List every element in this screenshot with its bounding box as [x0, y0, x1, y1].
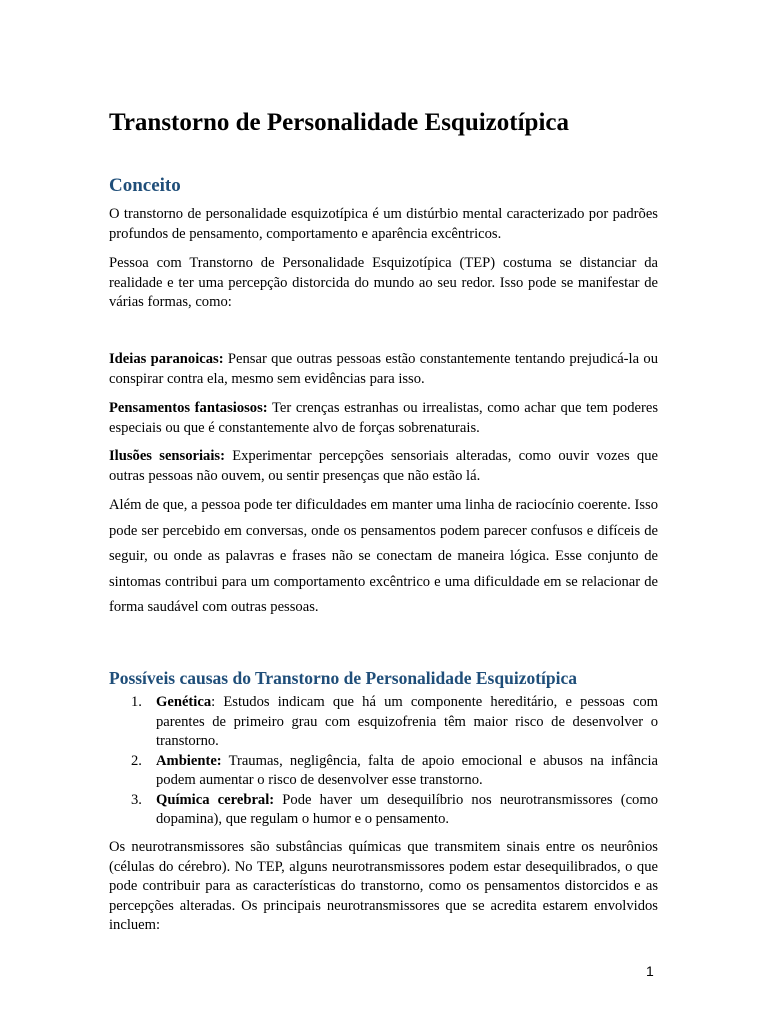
- concept-paragraph-reasoning: Além de que, a pessoa pode ter dificuldades em manter uma linha de raciocínio coerente. Isso pode ser percebido em conversas, onde os pensamentos podem parecer confusos e difíceis de seguir, ou onde as palavras e frases não se conectam de maneira lógica. Esse conjunto de sintomas contribui para um comportamento excêntrico e uma dificuldade em se relacionar de forma saudável com outras pessoas.: [109, 497, 658, 615]
- page-number: 1: [646, 963, 654, 979]
- form-item-sensory-illusions: [109, 447, 658, 486]
- cause-term: Genética: [156, 694, 212, 710]
- section-heading-causes: Possíveis causas do Transtorno de Personalidade Esquizotípica: [109, 668, 578, 688]
- form-term: Ideias paranoicas:: [109, 351, 224, 367]
- form-term: Ilusões sensoriais:: [109, 448, 225, 464]
- cause-term: Química cerebral:: [156, 791, 275, 808]
- list-item-brain-chemistry: [109, 791, 658, 830]
- causes-list: [109, 693, 658, 830]
- concept-paragraph-definition: O transtorno de personalidade esquizotípica é um distúrbio mental caracterizado por padrões profundos de pensamento, comportamento e aparência excêntricos.: [109, 206, 658, 242]
- list-number: 1.: [131, 694, 142, 710]
- form-item-paranoid-ideas: [109, 350, 658, 389]
- list-item-environment: [109, 752, 658, 791]
- cause-description: Traumas, negligência, falta de apoio emocional e abusos na infância podem aumentar o risco de desenvolver esse transtorno.: [156, 752, 658, 788]
- cause-term: Ambiente:: [156, 752, 222, 769]
- section-heading-concept: Conceito: [109, 175, 181, 196]
- list-item-genetics: [109, 693, 658, 752]
- list-number: 3.: [131, 791, 142, 808]
- document-title: Transtorno de Personalidade Esquizotípica: [109, 109, 569, 136]
- causes-paragraph-neurotransmitters: Os neurotransmissores são substâncias químicas que transmitem sinais entre os neurônios (células do cérebro). No TEP, alguns neurotransmissores podem estar desequilibrados, o que pode contribuir para as características do transtorno, como os pensamentos distorcidos e as percepções alteradas. Os principais neurotransmissores que se acredita estarem envolvidos incluem:: [109, 839, 658, 933]
- cause-description: : Estudos indicam que há um componente hereditário, e pessoas com parentes de primeiro grau com esquizofrenia têm maior risco de desenvolver o transtorno.: [156, 694, 658, 749]
- form-description: Experimentar percepções sensoriais alteradas, como ouvir vozes que outras pessoas não ouvem, ou sentir presenças que não estão lá.: [109, 448, 658, 484]
- concept-paragraph-description: Pessoa com Transtorno de Personalidade Esquizotípica (TEP) costuma se distanciar da realidade e ter uma percepção distorcida do mundo ao seu redor. Isso pode se manifestar de várias formas, como:: [109, 255, 658, 310]
- form-term: Pensamentos fantasiosos:: [109, 400, 268, 416]
- form-description: Ter crenças estranhas ou irrealistas, como achar que tem poderes especiais ou que é constantemente alvo de forças sobrenaturais.: [109, 400, 658, 436]
- form-description: Pensar que outras pessoas estão constantemente tentando prejudicá-la ou conspirar contra ela, mesmo sem evidências para isso.: [109, 351, 658, 387]
- list-number: 2.: [131, 752, 142, 769]
- cause-description: Pode haver um desequilíbrio nos neurotransmissores (como dopamina), que regulam o humor e o pensamento.: [156, 791, 659, 827]
- form-item-fantasy-thoughts: [109, 399, 658, 438]
